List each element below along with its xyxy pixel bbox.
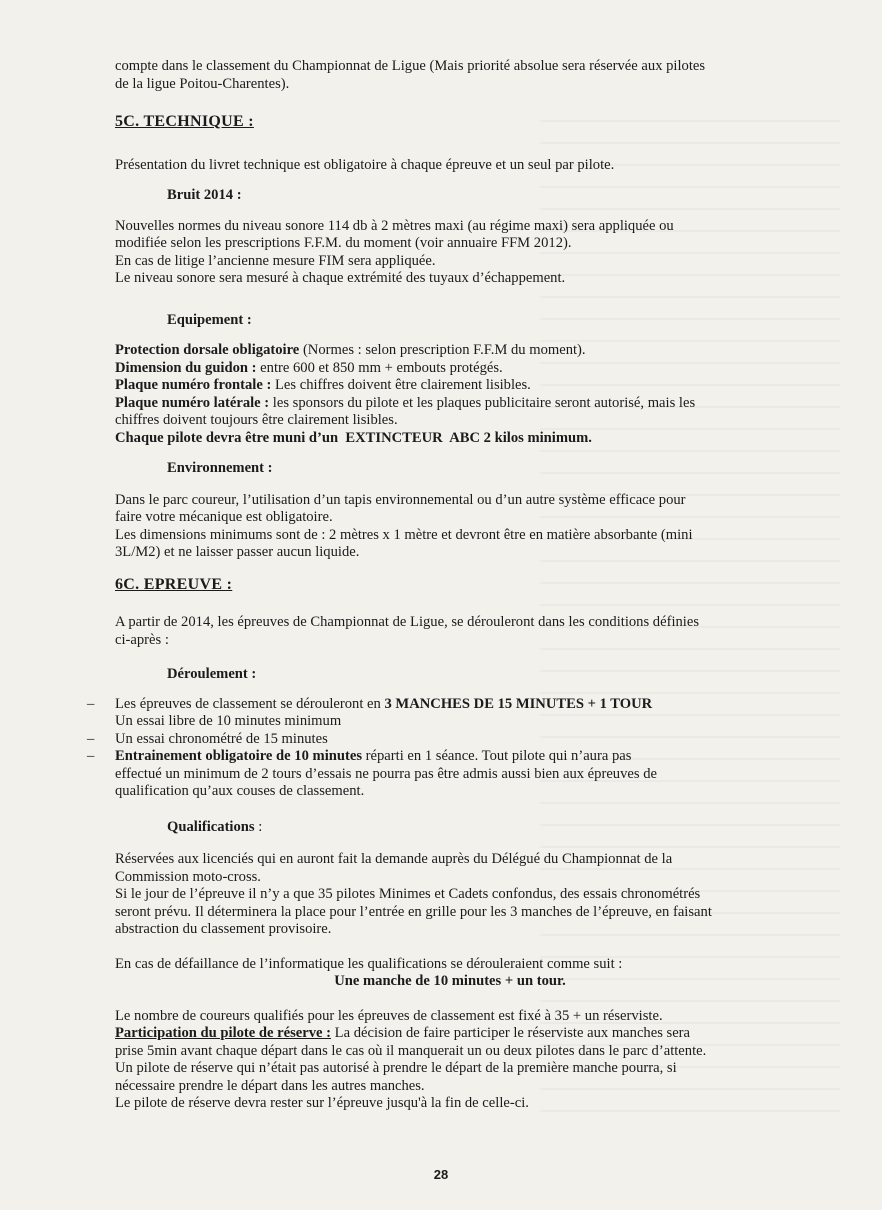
equipement-line (115, 395, 785, 413)
intro-line: compte dans le classement du Championnat de Ligue (Mais priorité absolue sera réservée aux pilotes (115, 58, 706, 74)
reserve-line (115, 1025, 785, 1043)
section-title-epreuve: 6C. EPREUVE : (115, 575, 233, 593)
paragraph-line: Réservées aux licenciés qui en auront fait la demande auprès du Délégué du Championnat de la (115, 851, 673, 867)
paragraph-line: Les dimensions minimums sont de : 2 mètres x 1 mètre et devront être en matière absorbante (mini (115, 526, 693, 543)
paragraph-line: seront prévu. Il déterminera la place pour l’entrée en grille pour les 3 manches de l’épreuve, en faisant (115, 903, 712, 920)
equipement-line (115, 360, 785, 378)
paragraph-line: 3L/M2) et ne laisser passer aucun liquide. (115, 544, 360, 560)
paragraph-line: Le nombre de coureurs qualifiés pour les épreuves de classement est fixé à 35 + un réserviste. (115, 1007, 663, 1024)
paragraph-line: Nouvelles normes du niveau sonore 114 db à 2 mètres maxi (au régime maxi) sera appliquée ou (115, 217, 674, 234)
text-frontale: Les chiffres doivent être clairement lisibles. (271, 377, 531, 393)
reserve-text: La décision de faire participer le réserviste aux manches sera (331, 1025, 691, 1041)
subheading-equipement: Equipement : (167, 311, 252, 328)
list-item: – Entrainement obligatoire de 10 minutes réparti en 1 séance. Tout pilote qui n’aura pas effectué un minimum de 2 tours d’essais ne pourra pas être admis aussi bien aux épreuves de qualification qu’aux couses de classement. (63, 748, 785, 801)
subheading-bruit: Bruit 2014 : (167, 187, 242, 203)
equipement-line: chiffres doivent toujours être clairement lisibles. (115, 412, 398, 428)
intro-line: de la ligue Poitou-Charentes). (115, 75, 290, 92)
text-guidon: entre 600 et 850 mm + embouts protégés. (256, 359, 503, 376)
paragraph-line: prise 5min avant chaque départ dans le cas où il manquerait un ou deux pilotes dans le parc d’attente. (115, 1042, 707, 1059)
manche-rule: Une manche de 10 minutes + un tour. (334, 973, 566, 989)
page-number: 28 (433, 1167, 449, 1182)
label-guidon: Dimension du guidon : (115, 359, 257, 376)
label-frontale: Plaque numéro frontale : (115, 377, 272, 393)
reserve-label: Participation du pilote de réserve : (115, 1025, 332, 1041)
paragraph-line: abstraction du classement provisoire. (115, 921, 332, 937)
paragraph-line: En cas de litige l’ancienne mesure FIM sera appliquée. (115, 252, 436, 269)
paragraph-line: Le niveau sonore sera mesuré à chaque extrémité des tuyaux d’échappement. (115, 270, 566, 286)
paragraph-line: A partir de 2014, les épreuves de Championnat de Ligue, se dérouleront dans les conditions définies (115, 614, 700, 630)
text-laterale: les sponsors du pilote et les plaques publicitaire seront autorisé, mais les (269, 394, 696, 411)
paragraph-line: Le pilote de réserve devra rester sur l’épreuve jusqu'à la fin de celle-ci. (115, 1095, 529, 1111)
page-content (115, 58, 785, 1113)
paragraph: Présentation du livret technique est obligatoire à chaque épreuve et un seul par pilote. (115, 156, 615, 173)
paragraph-line: Si le jour de l’épreuve il n’y a que 35 pilotes Minimes et Cadets confondus, des essais chronométrés (115, 886, 701, 902)
section-title-technique: 5C. TECHNIQUE : (115, 113, 254, 130)
list-item: – Les épreuves de classement se dérouleront en 3 MANCHES DE 15 MINUTES + 1 TOUR Un essai libre de 10 minutes minimum (63, 696, 785, 731)
subheading-qualifications: Qualifications : (167, 818, 263, 835)
paragraph-line: Un pilote de réserve qui n’était pas autorisé à prendre le départ de la première manche pourra, si (115, 1060, 677, 1076)
extincteur-rule: Chaque pilote devra être muni d’un EXTINCTEUR ABC 2 kilos minimum. (115, 429, 592, 446)
paragraph-line: nécessaire prendre le départ dans les autres manches. (115, 1077, 425, 1094)
paragraph-line: ci-après : (115, 631, 169, 648)
list-item: – Un essai chronométré de 15 minutes (63, 731, 785, 749)
label-dorsale: Protection dorsale obligatoire (115, 342, 300, 358)
paragraph-line: Commission moto-cross. (115, 868, 261, 885)
equipement-line (115, 342, 785, 360)
subheading-environnement: Environnement : (167, 460, 273, 476)
equipement-line (115, 377, 785, 395)
paragraph-line: modifiée selon les prescriptions F.F.M. du moment (voir annuaire FFM 2012). (115, 235, 572, 251)
paragraph-line: Dans le parc coureur, l’utilisation d’un tapis environnemental ou d’un autre système efficace pour (115, 491, 686, 508)
paragraph-line: faire votre mécanique est obligatoire. (115, 509, 333, 525)
deroulement-list (63, 696, 785, 801)
label-laterale: Plaque numéro latérale : (115, 394, 270, 411)
subheading-deroulement: Déroulement : (167, 666, 257, 682)
text-dorsale: (Normes : selon prescription F.F.M du moment). (299, 342, 586, 358)
paragraph-line: En cas de défaillance de l’informatique les qualifications se dérouleraient comme suit : (115, 955, 623, 972)
